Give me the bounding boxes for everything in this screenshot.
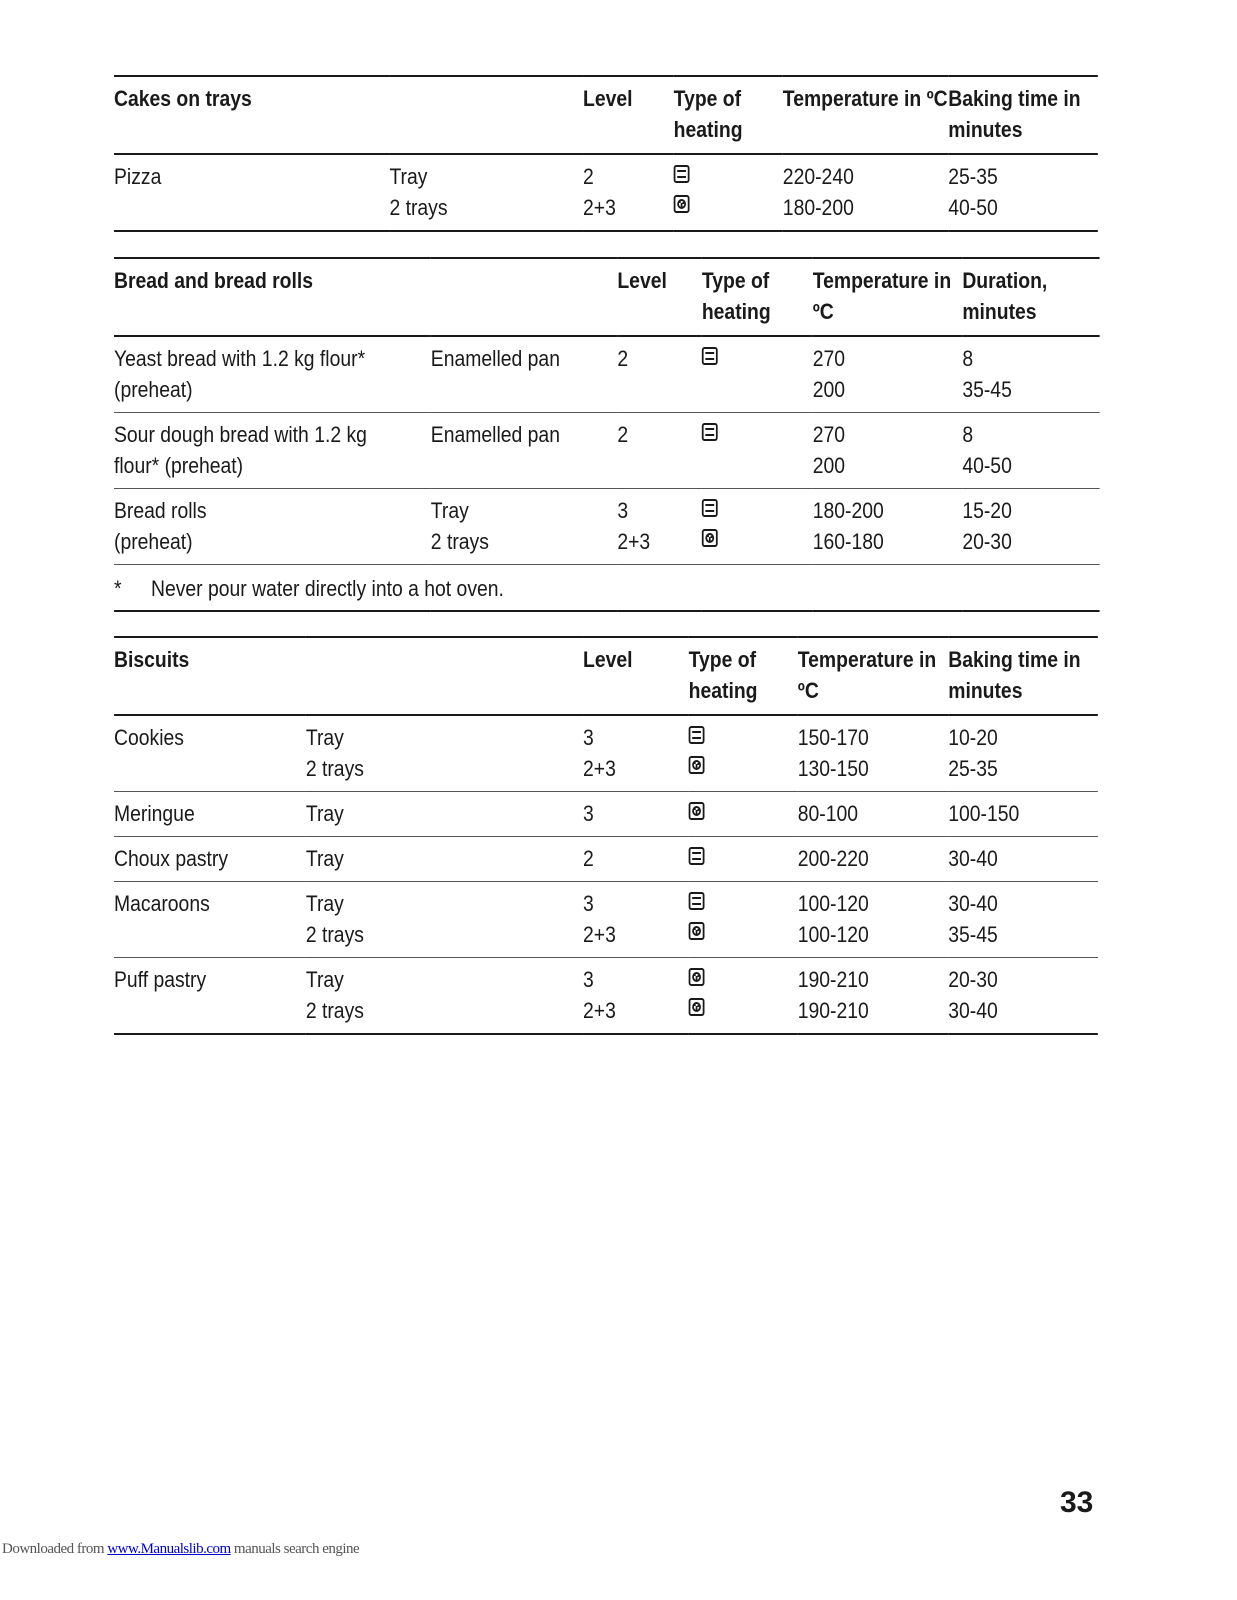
level-cell — [583, 715, 689, 792]
container-cell: Enamelled pan — [431, 413, 618, 489]
time-line: 30-40 — [948, 891, 998, 916]
temperature-cell — [798, 882, 948, 958]
manualslib-link[interactable]: www.Manualslib.com — [107, 1541, 231, 1557]
table-row — [114, 958, 1098, 1035]
time-line: 10-20 — [948, 725, 998, 750]
heating-cell — [689, 882, 798, 958]
temperature-line: 150-170 — [797, 725, 869, 750]
food-cell: Cookies — [114, 715, 306, 792]
container-line: Tray — [389, 164, 428, 189]
temperature-line: 130-150 — [797, 756, 869, 781]
column-header-duration: Duration, minutes — [962, 258, 1099, 336]
temperature-line: 100-120 — [797, 891, 869, 916]
level-line: 3 — [583, 891, 594, 916]
footnote-row — [114, 565, 1100, 612]
duration-line: 35-45 — [962, 377, 1012, 402]
hot-air-icon — [689, 922, 705, 940]
download-footer — [2, 1541, 359, 1558]
temperature-cell — [813, 413, 963, 489]
hot-air-icon — [702, 529, 718, 547]
food-cell — [114, 336, 431, 413]
duration-cell — [962, 413, 1099, 489]
level-line: 3 — [583, 967, 594, 992]
temperature-line: 160-180 — [812, 529, 884, 554]
food-line: Bread rolls — [114, 498, 207, 523]
table-row — [114, 715, 1098, 792]
heating-cell — [702, 336, 813, 413]
time-line: 35-45 — [948, 922, 998, 947]
container-line: Tray — [305, 967, 344, 992]
footnote — [114, 565, 1100, 612]
level-cell — [617, 489, 701, 565]
food-cell: Puff pastry — [114, 958, 306, 1035]
time-line: 20-30 — [948, 967, 998, 992]
heating-cell — [689, 715, 798, 792]
column-header-temperature: Temperature in ºC — [813, 258, 963, 336]
container-line: Tray — [430, 498, 469, 523]
duration-cell — [962, 336, 1099, 413]
container-cell: Enamelled pan — [431, 336, 618, 413]
table-header-row — [114, 258, 1100, 336]
food-line: flour* (preheat) — [114, 453, 244, 478]
container-cell — [431, 489, 618, 565]
food-line: Sour dough bread with 1.2 kg — [114, 422, 367, 447]
duration-line: 40-50 — [962, 453, 1012, 478]
level-cell — [583, 882, 689, 958]
table-row — [114, 489, 1100, 565]
hot-air-icon — [689, 968, 705, 986]
temperature-cell: 80-100 — [798, 792, 948, 837]
column-header-time: Baking time in minutes — [948, 637, 1098, 715]
cakes-on-trays-table — [114, 75, 1098, 232]
hot-air-icon — [689, 756, 705, 774]
container-cell: Tray — [306, 837, 583, 882]
column-header-food: Cakes on trays — [114, 76, 583, 154]
level-cell: 2 — [583, 837, 689, 882]
container-line: 2 trays — [305, 756, 364, 781]
container-cell — [389, 154, 583, 231]
temperature-line: 200 — [812, 453, 846, 478]
food-line: (preheat) — [114, 529, 193, 554]
level-line: 3 — [583, 725, 594, 750]
level-cell: 3 — [583, 792, 689, 837]
container-line: 2 trays — [305, 922, 364, 947]
heating-cell — [689, 837, 798, 882]
container-cell — [306, 715, 583, 792]
column-header-food: Bread and bread rolls — [114, 258, 617, 336]
container-line: Tray — [305, 891, 344, 916]
heating-cell — [689, 792, 798, 837]
column-header-level: Level — [583, 76, 674, 154]
container-line: 2 trays — [389, 195, 448, 220]
temperature-cell — [813, 336, 963, 413]
food-cell: Pizza — [114, 154, 389, 231]
temperature-line: 190-210 — [797, 967, 869, 992]
column-header-food: Biscuits — [114, 637, 583, 715]
temperature-cell — [783, 154, 948, 231]
container-line: Tray — [305, 725, 344, 750]
footer-suffix: manuals search engine — [230, 1541, 360, 1557]
time-line: 40-50 — [948, 195, 998, 220]
column-header-heating: Type of heating — [689, 637, 798, 715]
level-line: 2+3 — [583, 756, 616, 781]
time-line: 25-35 — [948, 164, 998, 189]
level-line: 3 — [617, 498, 629, 523]
table-header-row — [114, 76, 1098, 154]
temperature-line: 220-240 — [782, 164, 854, 189]
temperature-line: 190-210 — [797, 998, 869, 1023]
container-cell: Tray — [306, 792, 583, 837]
food-line: (preheat) — [114, 377, 193, 402]
top-bottom-heat-icon — [689, 847, 705, 865]
container-cell — [306, 958, 583, 1035]
page-number: 33 — [1060, 1486, 1094, 1519]
temperature-cell — [798, 715, 948, 792]
time-cell — [948, 154, 1098, 231]
duration-line: 8 — [962, 346, 974, 371]
level-cell — [583, 958, 689, 1035]
temperature-line: 270 — [812, 346, 846, 371]
time-cell: 30-40 — [948, 837, 1098, 882]
top-bottom-heat-icon — [702, 499, 718, 517]
heating-cell — [689, 958, 798, 1035]
top-bottom-heat-icon — [702, 423, 718, 441]
food-cell — [114, 489, 431, 565]
level-line: 2+3 — [583, 195, 616, 220]
hot-air-icon — [674, 195, 690, 213]
top-bottom-heat-icon — [689, 892, 705, 910]
time-cell — [948, 958, 1098, 1035]
duration-cell — [962, 489, 1099, 565]
time-cell — [948, 882, 1098, 958]
temperature-line: 100-120 — [797, 922, 869, 947]
top-bottom-heat-icon — [689, 726, 705, 744]
food-cell: Choux pastry — [114, 837, 306, 882]
level-cell — [583, 154, 674, 231]
table-row — [114, 154, 1098, 231]
food-cell: Macaroons — [114, 882, 306, 958]
footnote-text: Never pour water directly into a hot oven. — [150, 576, 504, 601]
time-line: 30-40 — [948, 998, 998, 1023]
container-line: 2 trays — [430, 529, 489, 554]
temperature-cell: 200-220 — [798, 837, 948, 882]
time-cell: 100-150 — [948, 792, 1098, 837]
time-cell — [948, 715, 1098, 792]
column-header-temperature: Temperature in ºC — [798, 637, 948, 715]
table-row — [114, 792, 1098, 837]
temperature-cell — [798, 958, 948, 1035]
container-line: 2 trays — [305, 998, 364, 1023]
column-header-temperature: Temperature in ºC — [783, 76, 948, 154]
hot-air-icon — [689, 998, 705, 1016]
temperature-cell — [813, 489, 963, 565]
column-header-level: Level — [583, 637, 689, 715]
food-line: Yeast bread with 1.2 kg flour* — [114, 346, 366, 371]
duration-line: 20-30 — [962, 529, 1012, 554]
time-line: 25-35 — [948, 756, 998, 781]
bread-table — [114, 257, 1100, 612]
footer-prefix: Downloaded from — [2, 1541, 108, 1557]
temperature-line: 270 — [812, 422, 846, 447]
table-header-row — [114, 637, 1098, 715]
footnote-mark: * — [114, 576, 122, 601]
column-header-heating: Type of heating — [674, 76, 783, 154]
temperature-line: 180-200 — [782, 195, 854, 220]
table-row — [114, 413, 1100, 489]
food-cell — [114, 413, 431, 489]
top-bottom-heat-icon — [702, 347, 718, 365]
column-header-heating: Type of heating — [702, 258, 813, 336]
temperature-line: 200 — [812, 377, 846, 402]
level-line: 2 — [583, 164, 594, 189]
heating-cell — [674, 154, 783, 231]
level-line: 2+3 — [583, 998, 616, 1023]
heating-cell — [702, 413, 813, 489]
heating-cell — [702, 489, 813, 565]
level-cell: 2 — [617, 413, 701, 489]
table-row — [114, 837, 1098, 882]
level-line: 2+3 — [617, 529, 651, 554]
container-cell — [306, 882, 583, 958]
column-header-time: Baking time in minutes — [948, 76, 1098, 154]
temperature-line: 180-200 — [812, 498, 884, 523]
table-row — [114, 882, 1098, 958]
biscuits-table — [114, 636, 1098, 1035]
duration-line: 8 — [962, 422, 974, 447]
table-row — [114, 336, 1100, 413]
column-header-level: Level — [617, 258, 701, 336]
level-cell: 2 — [617, 336, 701, 413]
top-bottom-heat-icon — [674, 165, 690, 183]
level-line: 2+3 — [583, 922, 616, 947]
hot-air-icon — [689, 802, 705, 820]
duration-line: 15-20 — [962, 498, 1012, 523]
food-cell: Meringue — [114, 792, 306, 837]
